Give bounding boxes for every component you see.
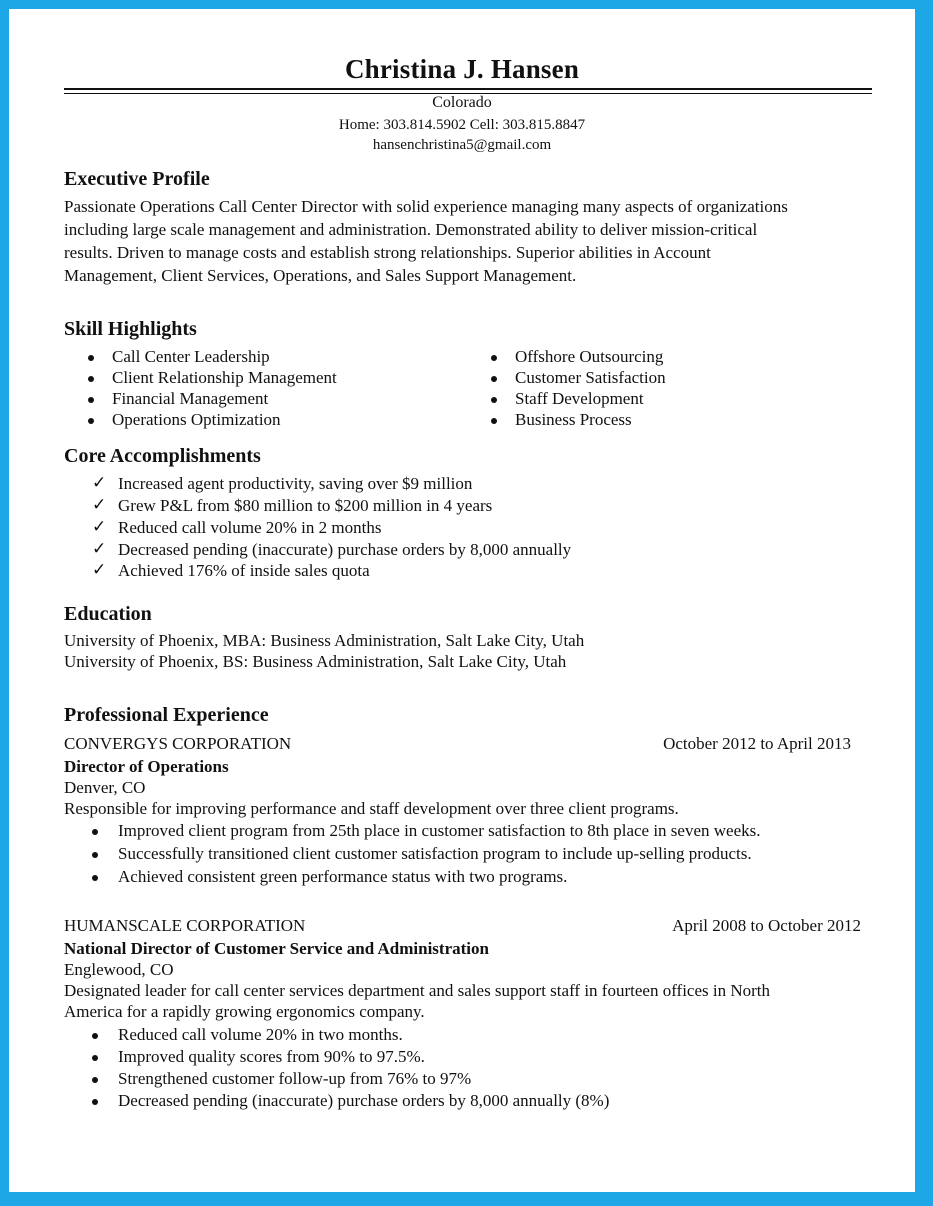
job-bullet: Reduced call volume 20% in two months. xyxy=(118,1025,403,1044)
job-location: Englewood, CO xyxy=(64,960,174,979)
skill-item: Call Center Leadership xyxy=(112,347,270,366)
job-summary: Designated leader for call center services department and sales support staff in fourteen offices in North xyxy=(64,981,771,1000)
job-bullet: Improved client program from 25th place in customer satisfaction to 8th place in seven weeks. xyxy=(118,821,761,840)
profile-heading: Executive Profile xyxy=(64,168,210,190)
bullet-icon xyxy=(92,875,98,881)
skill-item: Client Relationship Management xyxy=(112,368,337,387)
check-icon: ✓ xyxy=(92,517,107,536)
bullet-icon xyxy=(92,852,98,858)
job-bullet: Improved quality scores from 90% to 97.5%. xyxy=(118,1047,425,1066)
accomplishments-heading: Core Accomplishments xyxy=(64,445,261,467)
bullet-icon xyxy=(92,829,98,835)
job-dates: October 2012 to April 2013 xyxy=(663,734,851,753)
bullet-icon xyxy=(92,1033,98,1039)
education-heading: Education xyxy=(64,603,152,625)
check-icon: ✓ xyxy=(92,539,107,558)
education-line: University of Phoenix, BS: Business Administration, Salt Lake City, Utah xyxy=(64,652,567,671)
profile-line: Management, Client Services, Operations, and Sales Support Management. xyxy=(64,266,577,285)
bullet-icon xyxy=(491,376,497,382)
resume-page xyxy=(9,9,915,1192)
bullet-icon xyxy=(92,1099,98,1105)
skill-item: Customer Satisfaction xyxy=(515,368,666,387)
accomplishment-item: Reduced call volume 20% in 2 months xyxy=(118,518,382,537)
accomplishment-item: Increased agent productivity, saving over $9 million xyxy=(118,474,473,493)
bullet-icon xyxy=(92,1055,98,1061)
check-icon: ✓ xyxy=(92,473,107,492)
candidate-name: Christina J. Hansen xyxy=(344,54,580,84)
accomplishment-item: Decreased pending (inaccurate) purchase orders by 8,000 annually xyxy=(118,540,572,559)
bullet-icon xyxy=(88,397,94,403)
job-bullet: Strengthened customer follow-up from 76% to 97% xyxy=(118,1069,472,1088)
header-rule-thick xyxy=(64,88,872,90)
skills-heading: Skill Highlights xyxy=(64,318,197,340)
job-title: Director of Operations xyxy=(64,757,229,776)
check-icon: ✓ xyxy=(92,495,107,514)
job-location: Denver, CO xyxy=(64,778,146,797)
profile-line: Passionate Operations Call Center Director with solid experience managing many aspects of organizations xyxy=(64,197,788,216)
profile-line: results. Driven to manage costs and establish strong relationships. Superior abilities in Account xyxy=(64,243,711,262)
bullet-icon xyxy=(88,355,94,361)
accomplishment-item: Grew P&L from $80 million to $200 million in 4 years xyxy=(118,496,493,515)
bullet-icon xyxy=(88,418,94,424)
skill-item: Operations Optimization xyxy=(112,410,281,429)
skill-item: Offshore Outsourcing xyxy=(515,347,664,366)
location: Colorado xyxy=(432,94,492,111)
job-summary: America for a rapidly growing ergonomics company. xyxy=(64,1002,425,1021)
phone-numbers: Home: 303.814.5902 Cell: 303.815.8847 xyxy=(338,117,586,133)
bullet-icon xyxy=(491,418,497,424)
experience-heading: Professional Experience xyxy=(64,704,269,726)
skill-item: Financial Management xyxy=(112,389,269,408)
job-title: National Director of Customer Service and Administration xyxy=(64,939,489,958)
bullet-icon xyxy=(491,397,497,403)
job-dates: April 2008 to October 2012 xyxy=(672,916,861,935)
company-name: CONVERGYS CORPORATION xyxy=(64,734,292,753)
profile-line: including large scale management and administration. Demonstrated ability to deliver mission-critical xyxy=(64,220,758,239)
skill-item: Business Process xyxy=(515,410,632,429)
accomplishment-item: Achieved 176% of inside sales quota xyxy=(118,561,370,580)
skill-item: Staff Development xyxy=(515,389,644,408)
company-name: HUMANSCALE CORPORATION xyxy=(64,916,306,935)
email: hansenchristina5@gmail.com xyxy=(372,137,552,153)
job-bullet: Successfully transitioned client customer satisfaction program to include up-selling products. xyxy=(118,844,752,863)
check-icon: ✓ xyxy=(92,560,107,579)
bullet-icon xyxy=(88,376,94,382)
job-summary: Responsible for improving performance and staff development over three client programs. xyxy=(64,799,679,818)
bullet-icon xyxy=(491,355,497,361)
job-bullet: Achieved consistent green performance status with two programs. xyxy=(118,867,568,886)
bullet-icon xyxy=(92,1077,98,1083)
job-bullet: Decreased pending (inaccurate) purchase orders by 8,000 annually (8%) xyxy=(118,1091,610,1110)
education-line: University of Phoenix, MBA: Business Administration, Salt Lake City, Utah xyxy=(64,631,585,650)
